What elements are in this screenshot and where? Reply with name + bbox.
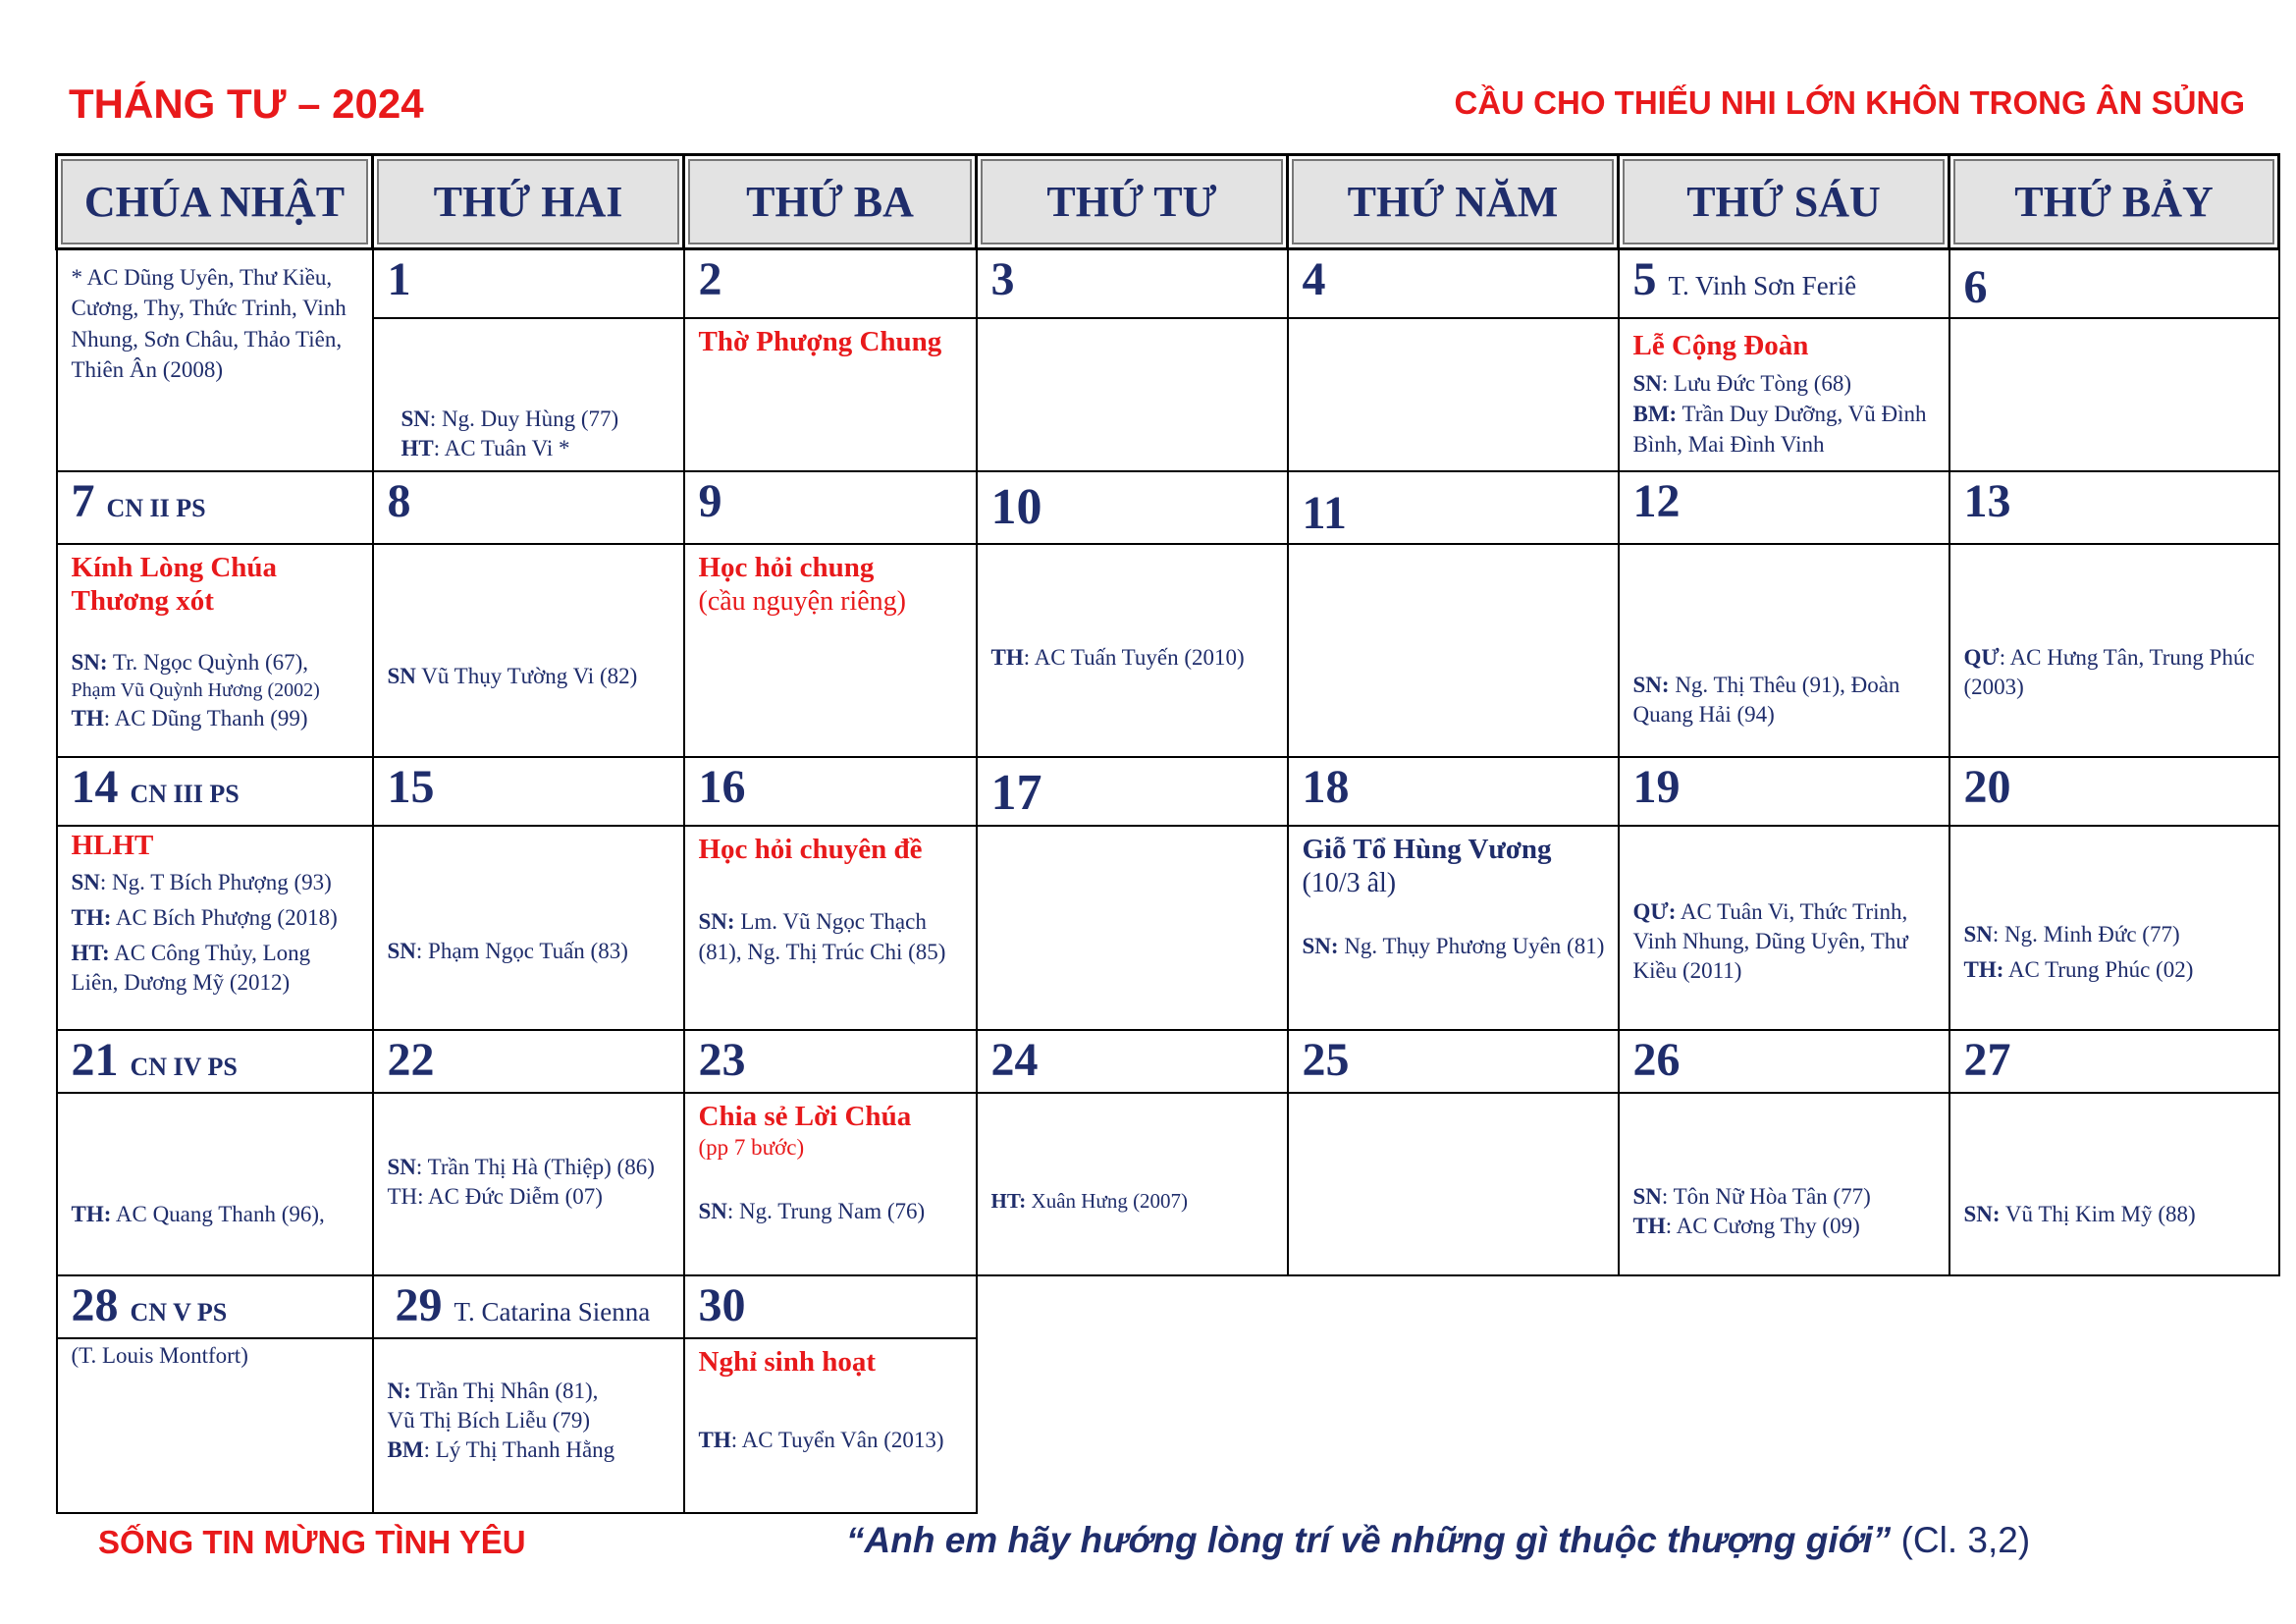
entry-line: BM: Trần Duy Dưỡng, Vũ Đình Bình, Mai Đình Vinh <box>1632 402 1927 458</box>
weekday-header: THỨ BẢY <box>1949 155 2279 249</box>
calendar-title: THÁNG TƯ – 2024 <box>69 81 424 127</box>
day-number: 26 <box>1632 1033 1681 1086</box>
day-number: 2 <box>698 253 722 305</box>
entry-line: SN: Trần Thị Hà (Thiệp) (86) <box>387 1154 655 1179</box>
weekday-header: THỨ SÁU <box>1619 155 1949 249</box>
entry-line: HT: Xuân Hưng (2007) <box>990 1188 1189 1213</box>
entry-line: TH: AC Tuyển Vân (2013) <box>698 1428 944 1453</box>
entry-line: SN Vũ Thụy Tường Vi (82) <box>387 663 638 688</box>
day-cell <box>1288 249 1619 318</box>
entry-line: SN: Ng. T Bích Phượng (93) <box>71 870 332 895</box>
event-title: Lễ Cộng Đoàn <box>1632 329 1809 361</box>
feast-label: T. Vinh Sơn Feriê <box>1668 271 1857 300</box>
day-number: 30 <box>698 1278 746 1331</box>
entry-line: SN: Ng. Thụy Phương Uyên (81) <box>1302 934 1605 959</box>
event-title: Nghỉ sinh hoạt <box>698 1345 877 1378</box>
day-number: 1 <box>387 253 411 305</box>
entry-line: Vũ Thị Bích Liễu (79) <box>387 1407 591 1433</box>
entry-line: SN: Ng. Thị Thêu (91), Đoàn Quang Hải (94) <box>1632 672 1900 727</box>
entry-line: QƯ: AC Hưng Tân, Trung Phúc (2003) <box>1963 644 2255 699</box>
week1-note: * AC Dũng Uyên, Thư Kiều, Cương, Thy, Thức Trinh, Vinh Nhung, Sơn Châu, Thảo Tiên, Thiên Ân (2008) <box>71 265 347 382</box>
event-title: Học hỏi chung <box>698 551 875 583</box>
day-number: 3 <box>990 253 1015 305</box>
quote-reference: (Cl. 3,2) <box>1891 1520 2031 1560</box>
footer-motto: SỐNG TIN MỪNG TÌNH YÊU <box>98 1524 526 1560</box>
entry-line: HT: AC Tuân Vi * <box>400 436 570 461</box>
entry-line: SN: Tr. Ngọc Quỳnh (67), <box>71 650 309 676</box>
day-number: 19 <box>1632 760 1681 813</box>
day-cell <box>977 249 1288 318</box>
day-number: 7 <box>71 474 95 527</box>
day-number: 29 <box>395 1278 443 1331</box>
day-number: 21 <box>71 1033 119 1086</box>
sunday-label: CN IV PS <box>130 1052 238 1081</box>
event-title: Học hỏi chuyên đề <box>698 833 923 865</box>
day-number: 20 <box>1963 760 2011 813</box>
day-number: 4 <box>1302 253 1326 305</box>
day-number: 15 <box>387 760 435 813</box>
day-number: 11 <box>1302 486 1347 539</box>
weekday-header: THỨ TƯ <box>977 155 1288 249</box>
entry-line: TH: AC Bích Phượng (2018) <box>71 905 338 931</box>
day-number: 10 <box>990 478 1042 535</box>
feast-label: T. Catarina Sienna <box>454 1296 651 1326</box>
day-number: 17 <box>990 764 1042 821</box>
entry-line: SN: Ng. Trung Nam (76) <box>698 1198 926 1223</box>
day-cell-note <box>57 249 373 471</box>
event-title: Chia sẻ Lời Chúa <box>698 1100 912 1132</box>
entry-line: HT: AC Công Thủy, Long Liên, Dương Mỹ (2012) <box>71 941 311 995</box>
entry-line: TH: AC Tuấn Tuyến (2010) <box>990 644 1245 670</box>
entry-line: SN: Phạm Ngọc Tuấn (83) <box>387 938 628 963</box>
day-number: 13 <box>1963 474 2011 527</box>
entry-line: SN: Vũ Thị Kim Mỹ (88) <box>1963 1201 2196 1226</box>
day-number: 14 <box>71 760 119 813</box>
entry-line: (T. Louis Montfort) <box>71 1342 248 1368</box>
sunday-label: CN III PS <box>130 779 240 808</box>
entry-line: SN: Lm. Vũ Ngọc Thạch (81), Ng. Thị Trúc Chi (85) <box>698 909 946 964</box>
entry-line: SN: Lưu Đức Tòng (68) <box>1632 371 1852 397</box>
entry-line: TH: AC Dũng Thanh (99) <box>71 705 308 731</box>
entry-line: TH: AC Quang Thanh (96), <box>71 1201 325 1226</box>
entry-line: SN: Tôn Nữ Hòa Tân (77) <box>1632 1183 1871 1209</box>
entry-line: BM: Lý Thị Thanh Hằng <box>387 1437 615 1463</box>
weekday-header: CHÚA NHẬT <box>57 155 373 249</box>
event-title: Kính Lòng Chúa Thương xót <box>71 551 278 618</box>
quote-text: “Anh em hãy hướng lòng trí về những gì thuộc thượng giới” <box>846 1520 1892 1560</box>
day-number: 8 <box>387 474 411 527</box>
day-number: 28 <box>71 1278 119 1331</box>
entry-line: TH: AC Cương Thy (09) <box>1632 1213 1860 1238</box>
weekday-header: THỨ BA <box>684 155 977 249</box>
day-number: 23 <box>698 1033 746 1086</box>
entry-line: Phạm Vũ Quỳnh Hương (2002) <box>71 679 320 702</box>
weekday-header: THỨ HAI <box>373 155 684 249</box>
entry-line: SN: Ng. Minh Đức (77) <box>1963 921 2180 947</box>
day-cell <box>1949 249 2279 318</box>
month-theme: CẦU CHO THIẾU NHI LỚN KHÔN TRONG ÂN SỦNG <box>1454 84 2245 121</box>
weekday-header: THỨ NĂM <box>1288 155 1619 249</box>
event-subtitle: (10/3 âl) <box>1302 868 1397 899</box>
day-number: 22 <box>387 1033 435 1086</box>
entry-line: QƯ: AC Tuân Vi, Thức Trinh, Vinh Nhung, Dũng Uyên, Thư Kiều (2011) <box>1632 898 1908 984</box>
entry-line: N: Trần Thị Nhân (81), <box>387 1378 599 1403</box>
event-subtitle: (cầu nguyện riêng) <box>698 586 906 618</box>
day-number: 16 <box>698 760 746 813</box>
sunday-label: CN II PS <box>106 493 206 522</box>
entry-line: TH: AC Trung Phúc (02) <box>1963 957 2194 983</box>
day-number: 24 <box>990 1033 1039 1086</box>
event-title: Thờ Phượng Chung <box>698 325 942 357</box>
sunday-label: CN V PS <box>130 1297 228 1326</box>
day-number: 6 <box>1963 261 1988 313</box>
event-subtitle: (pp 7 bước) <box>698 1135 805 1161</box>
day-cell <box>1619 249 1949 318</box>
footer-quote <box>846 1520 2030 1561</box>
day-number: 18 <box>1302 760 1350 813</box>
entry-line: SN: Ng. Duy Hùng (77) <box>400 406 619 431</box>
day-number: 12 <box>1632 474 1681 527</box>
day-cell <box>373 249 684 318</box>
day-number: 5 <box>1632 253 1657 305</box>
event-title: HLHT <box>71 829 154 861</box>
month-calendar <box>55 153 2280 1514</box>
day-number: 27 <box>1963 1033 2011 1086</box>
day-cell <box>684 249 977 318</box>
entry-line: TH: AC Đức Diễm (07) <box>387 1183 603 1209</box>
event-title: Giỗ Tổ Hùng Vương <box>1302 833 1552 865</box>
day-number: 25 <box>1302 1033 1350 1086</box>
day-number: 9 <box>698 474 722 527</box>
